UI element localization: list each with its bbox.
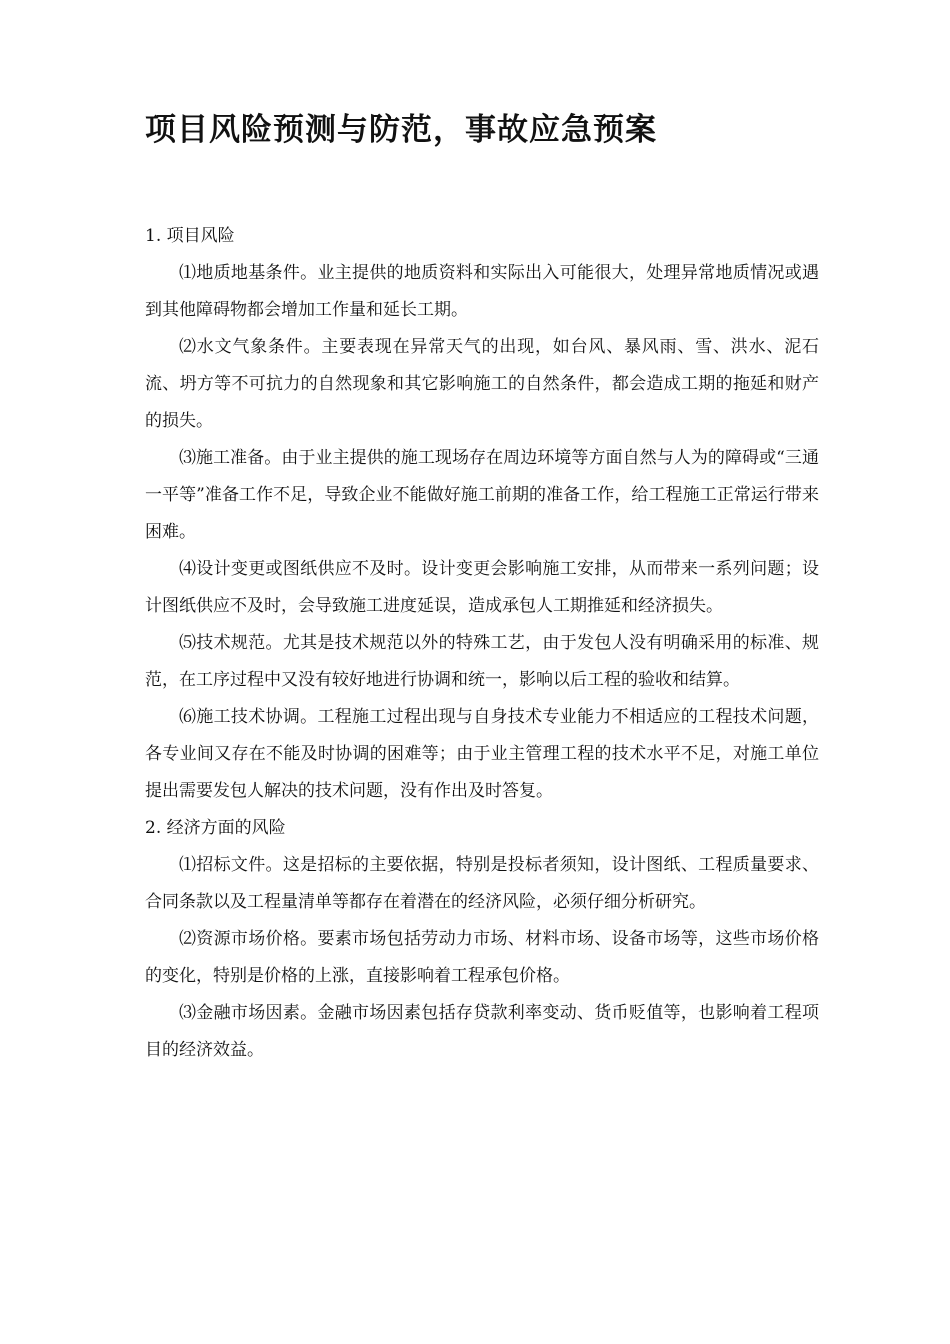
paragraph-financial-market: ⑶金融市场因素。金融市场因素包括存贷款利率变动、货币贬值等，也影响着工程项目的经济效益。 bbox=[145, 1003, 819, 1060]
paragraph-construction-preparation: ⑶施工准备。由于业主提供的施工现场存在周边环境等方面自然与人为的障碍或“三通一平等”准备工作不足，导致企业不能做好施工前期的准备工作，给工程施工正常运行带来困难。 bbox=[145, 448, 819, 542]
section-heading-project-risk: 1. 项目风险 bbox=[145, 226, 235, 246]
paragraph-design-change: ⑷设计变更或图纸供应不及时。设计变更会影响施工安排，从而带来一系列问题；设计图纸供应不及时，会导致施工进度延误，造成承包人工期推延和经济损失。 bbox=[145, 559, 819, 616]
section-heading-economic-risk: 2. 经济方面的风险 bbox=[145, 818, 286, 838]
document-title: 项目风险预测与防范，事故应急预案 bbox=[145, 112, 657, 148]
paragraph-tender-documents: ⑴招标文件。这是招标的主要依据，特别是投标者须知，设计图纸、工程质量要求、合同条款以及工程量清单等都存在着潜在的经济风险，必须仔细分析研究。 bbox=[145, 855, 819, 912]
paragraph-technical-coordination: ⑹施工技术协调。工程施工过程出现与自身技术专业能力不相适应的工程技术问题，各专业间又存在不能及时协调的困难等；由于业主管理工程的技术水平不足，对施工单位提出需要发包人解决的技术问题，没有作出及时答复。 bbox=[145, 707, 819, 801]
paragraph-hydrology-weather: ⑵水文气象条件。主要表现在异常天气的出现，如台风、暴风雨、雪、洪水、泥石流、坍方等不可抗力的自然现象和其它影响施工的自然条件，都会造成工期的拖延和财产的损失。 bbox=[145, 337, 819, 431]
paragraph-technical-specification: ⑸技术规范。尤其是技术规范以外的特殊工艺，由于发包人没有明确采用的标准、规范，在工序过程中又没有较好地进行协调和统一，影响以后工程的验收和结算。 bbox=[145, 633, 819, 690]
paragraph-resource-market-price: ⑵资源市场价格。要素市场包括劳动力市场、材料市场、设备市场等，这些市场价格的变化，特别是价格的上涨，直接影响着工程承包价格。 bbox=[145, 929, 819, 986]
document-body bbox=[145, 218, 819, 1069]
paragraph-geology: ⑴地质地基条件。业主提供的地质资料和实际出入可能很大，处理异常地质情况或遇到其他障碍物都会增加工作量和延长工期。 bbox=[145, 263, 819, 320]
